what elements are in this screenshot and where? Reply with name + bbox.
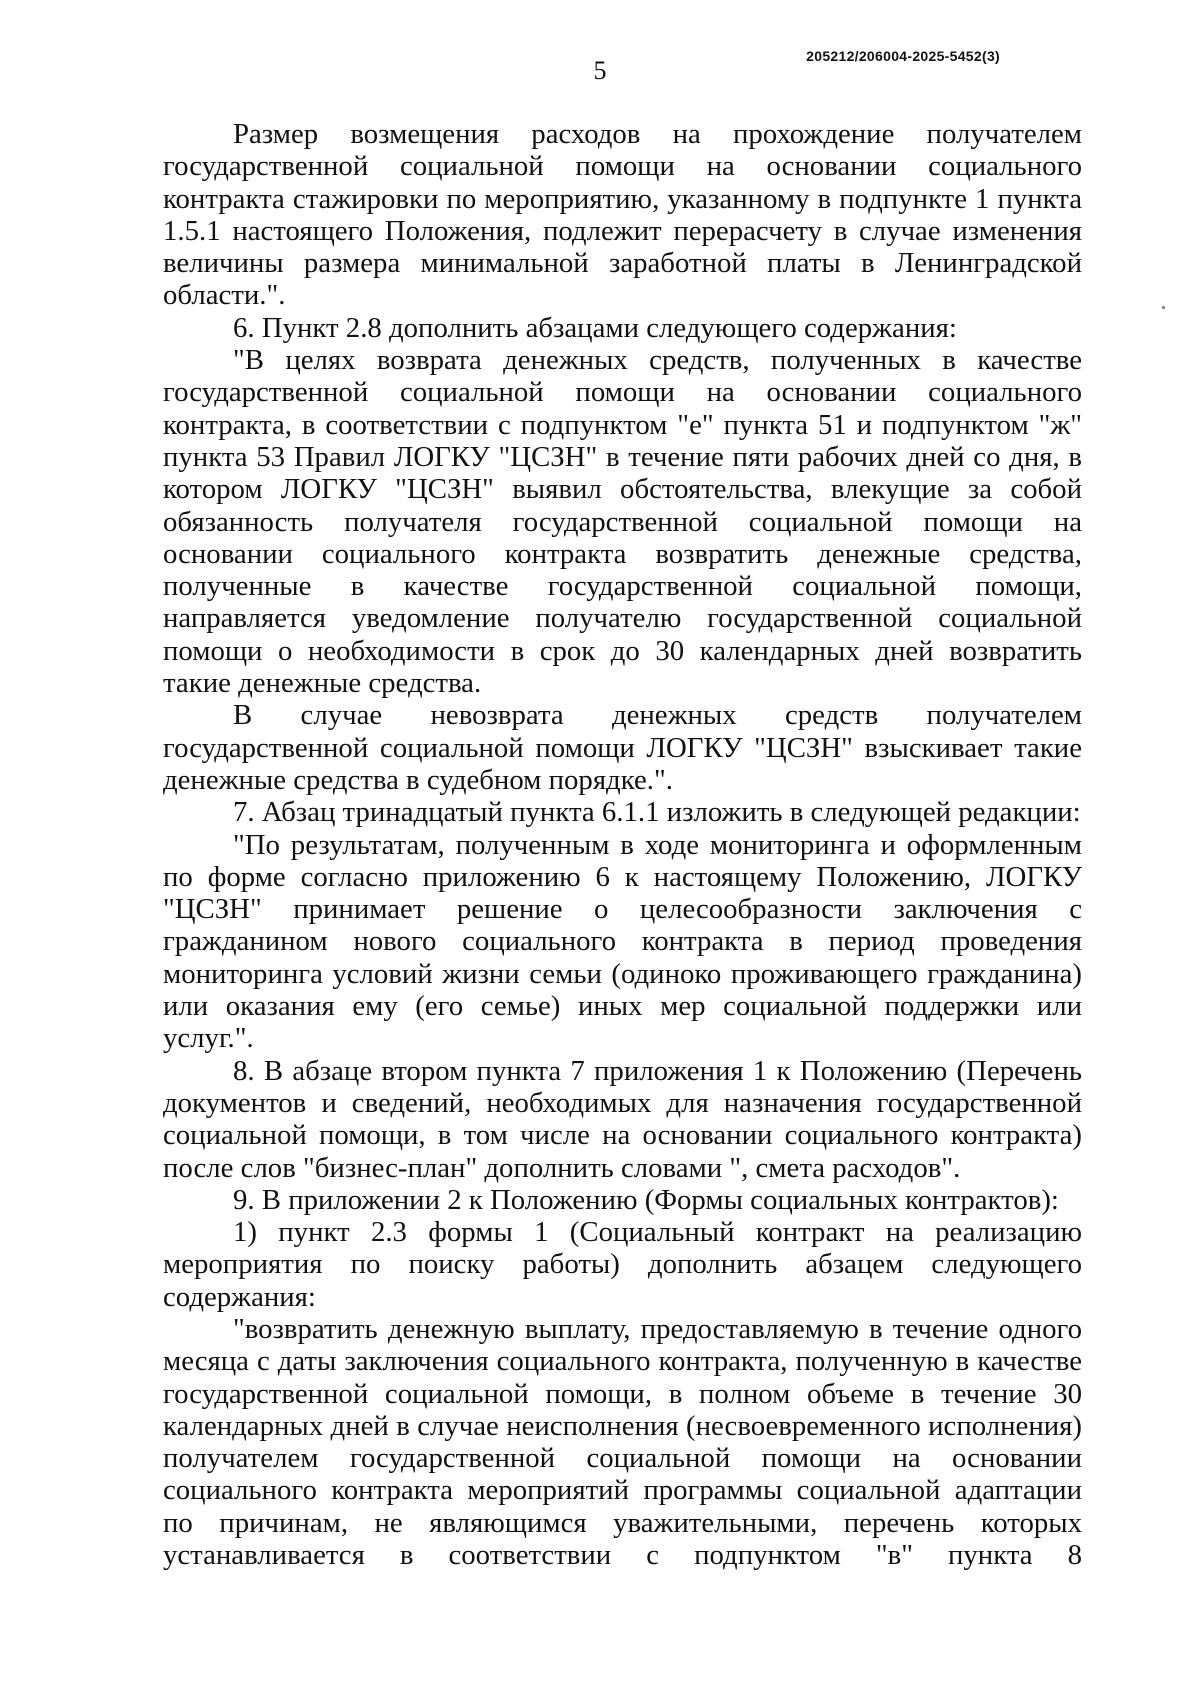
paragraph-refund-purpose: "В целях возврата денежных средств, полученных в качестве государственной социальной помощи на основании социального контракта, в соответствии с подпунктом "е" пункта 51 и подпунктом "ж" пункта 53 Правил ЛОГКУ "ЦСЗН" в течение пяти рабочих дней со дня, в котором ЛОГКУ "ЦСЗН" выявил обстоятельства, влекущие за собой обязанность получателя государственной социальной помощи на основании социального контракта возвратить денежные средства, полученные в качестве государственной социальной помощи, направляется уведомление получателю государственной социальной помощи о необходимости в срок до 30 календарных дней возвратить такие денежные средства. [163, 344, 1082, 700]
paragraph-non-return: В случае невозврата денежных средств получателем государственной социальной помощи ЛОГКУ "ЦСЗН" взыскивает такие денежные средства в судебном порядке.". [163, 699, 1082, 796]
scan-speck [1162, 306, 1165, 309]
paragraph-item-6: 6. Пункт 2.8 дополнить абзацами следующего содержания: [233, 311, 957, 344]
paragraph-item-8: 8. В абзаце втором пункта 7 приложения 1 к Положению (Перечень документов и сведений, необходимых для назначения государственной социальной помощи, в том числе на основании социального контракта) после слов "бизнес-план" дополнить словами ", смета расходов". [163, 1054, 1082, 1184]
paragraph-subitem-1: 1) пункт 2.3 формы 1 (Социальный контракт на реализацию мероприятия по поиску работы) дополнить абзацем следующего содержания: [163, 1216, 1082, 1313]
document-body [163, 118, 1082, 1571]
paragraph-reimbursement-size: Размер возмещения расходов на прохождение получателем государственной социальной помощи на основании социального контракта стажировки по мероприятию, указанному в подпункте 1 пункта 1.5.1 настоящего Положения, подлежит перерасчету в случае изменения величины размера минимальной заработной платы в Ленинградской области.". [163, 118, 1082, 312]
paragraph-monitoring-results: "По результатам, полученным в ходе мониторинга и оформленным по форме согласно приложению 6 к настоящему Положению, ЛОГКУ "ЦСЗН" принимает решение о целесообразности заключения с гражданином нового социального контракта в период проведения мониторинга условий жизни семьи (одиноко проживающего гражданина) или оказания ему (его семье) иных мер социальной поддержки или услуг.". [163, 828, 1082, 1055]
page-number: 5 [593, 56, 607, 85]
paragraph-item-9: 9. В приложении 2 к Положению (Формы социальных контрактов): [233, 1183, 1059, 1216]
paragraph-item-7: 7. Абзац тринадцатый пункта 6.1.1 изложить в следующей редакции: [233, 796, 1081, 829]
document-id: 205212/206004-2025-5452(3) [806, 48, 1000, 64]
paragraph-return-payment: "возвратить денежную выплату, предоставляемую в течение одного месяца с даты заключения социального контракта, полученную в качестве государственной социальной помощи, в полном объеме в течение 30 календарных дней в случае неисполнения (несвоевременного исполнения) получателем государственной социальной помощи на основании социального контракта мероприятий программы социальной адаптации по причинам, не являющимся уважительными, перечень которых устанавливается в соответствии с подпунктом "в" пункта 8 [163, 1312, 1082, 1572]
